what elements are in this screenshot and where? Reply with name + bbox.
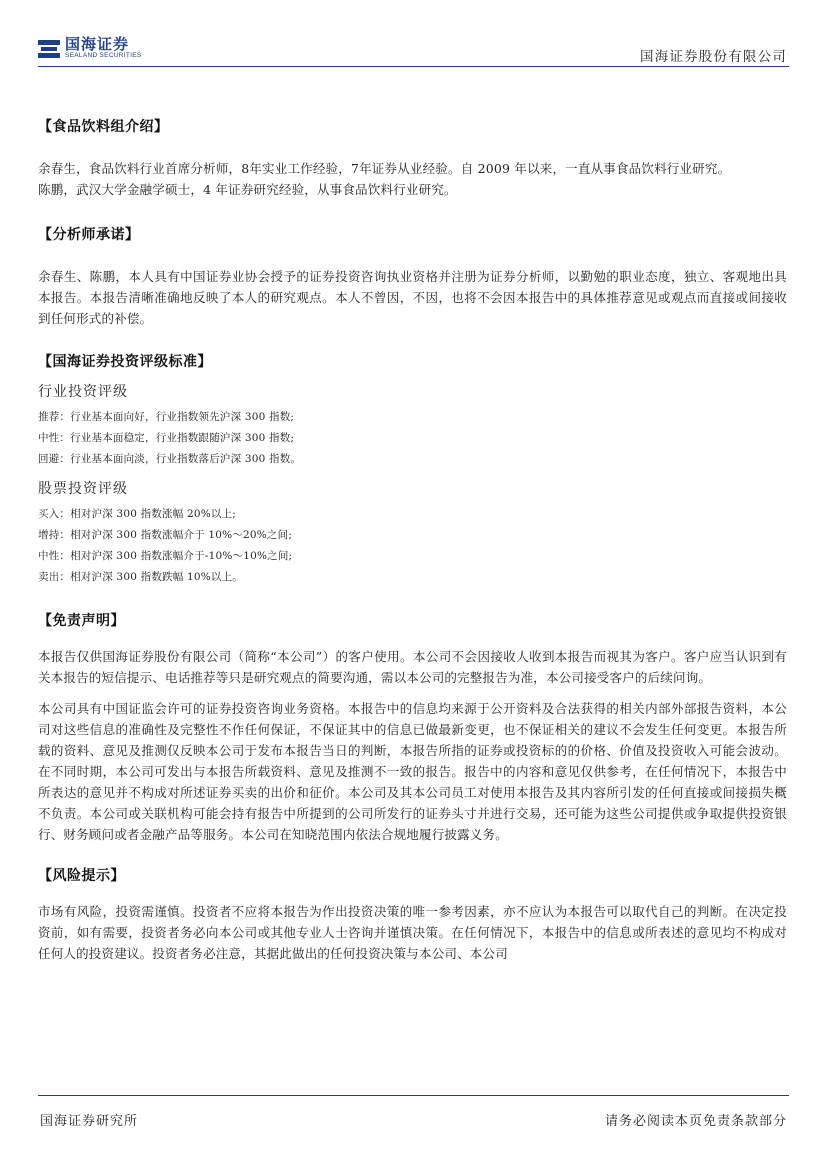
industry-rating-title: 行业投资评级 (38, 384, 128, 400)
footer-disclaimer-note: 请务必阅读本页免责条款部分 (604, 1114, 787, 1129)
page-header (38, 36, 789, 66)
stock-rating-item: 卖出：相对沪深 300 指数跌幅 10%以上。 (38, 571, 243, 583)
commitment-section-title: 【分析师承诺】 (38, 227, 140, 243)
logo-cn-text: 国海证券 (65, 35, 130, 53)
logo-icon (38, 37, 60, 59)
team-analyst-1: 余春生，食品饮料行业首席分析师，8年实业工作经验，7年证券从业经验。自 2009 年以来，一直从事食品饮料行业研究。 (38, 161, 731, 176)
industry-rating-item: 推荐：行业基本面向好，行业指数领先沪深 300 指数; (38, 411, 295, 423)
company-logo (38, 36, 142, 60)
industry-rating-item: 回避：行业基本面向淡，行业指数落后沪深 300 指数。 (38, 453, 302, 465)
header-divider (38, 66, 789, 67)
footer-divider (38, 1095, 789, 1096)
team-analyst-2: 陈鹏，武汉大学金融学硕士，4 年证券研究经验，从事食品饮料行业研究。 (38, 182, 457, 197)
stock-rating-item: 中性：相对沪深 300 指数涨幅介于-10%～10%之间; (38, 550, 293, 562)
commitment-paragraph: 余春生、陈鹏，本人具有中国证券业协会授予的证券投资咨询执业资格并注册为证券分析师，以勤勉的职业态度，独立、客观地出具本报告。本报告清晰准确地反映了本人的研究观点。本人不曾因，不因，也将不会因本报告中的具体推荐意见或观点而直接或间接收到任何形式的补偿。 (38, 269, 787, 326)
header-company-name: 国海证券股份有限公司 (640, 49, 787, 65)
stock-rating-item: 增持：相对沪深 300 指数涨幅介于 10%～20%之间; (38, 529, 293, 541)
stock-rating-title: 股票投资评级 (38, 481, 128, 497)
risk-paragraph: 市场有风险，投资需谨慎。投资者不应将本报告为作出投资决策的唯一参考因素，亦不应认为本报告可以取代自己的判断。在决定投资前，如有需要，投资者务必向本公司或其他专业人士咨询并谨慎决策。在任何情况下，本报告中的信息或所表述的意见均不构成对任何人的投资建议。投资者务必注意，其据此做出的任何投资决策与本公司、本公司 (38, 904, 787, 961)
disclaimer-paragraph-1: 本报告仅供国海证券股份有限公司（简称“本公司”）的客户使用。本公司不会因接收人收到本报告而视其为客户。客户应当认识到有关本报告的短信提示、电话推荐等只是研究观点的简要沟通，需以本公司的完整报告为准，本公司接受客户的后续问询。 (38, 649, 787, 685)
team-section-title: 【食品饮料组介绍】 (38, 119, 169, 135)
footer-institute: 国海证券研究所 (40, 1114, 139, 1129)
industry-rating-item: 中性：行业基本面稳定，行业指数跟随沪深 300 指数; (38, 432, 295, 444)
report-body (38, 116, 787, 964)
risk-section-title: 【风险提示】 (38, 868, 125, 884)
logo-en-text: SEALAND SECURITIES (65, 52, 142, 59)
ratings-section-title: 【国海证券投资评级标准】 (38, 354, 212, 370)
stock-rating-item: 买入：相对沪深 300 指数涨幅 20%以上; (38, 508, 237, 520)
disclaimer-section-title: 【免责声明】 (38, 613, 125, 629)
disclaimer-paragraph-2: 本公司具有中国证监会许可的证券投资咨询业务资格。本报告中的信息均来源于公开资料及合法获得的相关内部外部报告资料，本公司对这些信息的准确性及完整性不作任何保证，不保证其中的信息已做最新变更，也不保证相关的建议不会发生任何变更。本报告所载的资料、意见及推测仅反映本公司于发布本报告当日的判断，本报告所指的证券或投资标的的价格、价值及投资收入可能会波动。在不同时期，本公司可发出与本报告所载资料、意见及推测不一致的报告。报告中的内容和意见仅供参考，在任何情况下，本报告中所表达的意见并不构成对所述证券买卖的出价和征价。本公司及其本公司员工对使用本报告及其内容所引发的任何直接或间接损失概不负责。本公司或关联机构可能会持有报告中所提到的公司所发行的证券头寸并进行交易，还可能为这些公司提供或争取提供投资银行、财务顾问或者金融产品等服务。本公司在知晓范围内依法合规地履行披露义务。 (38, 701, 787, 842)
